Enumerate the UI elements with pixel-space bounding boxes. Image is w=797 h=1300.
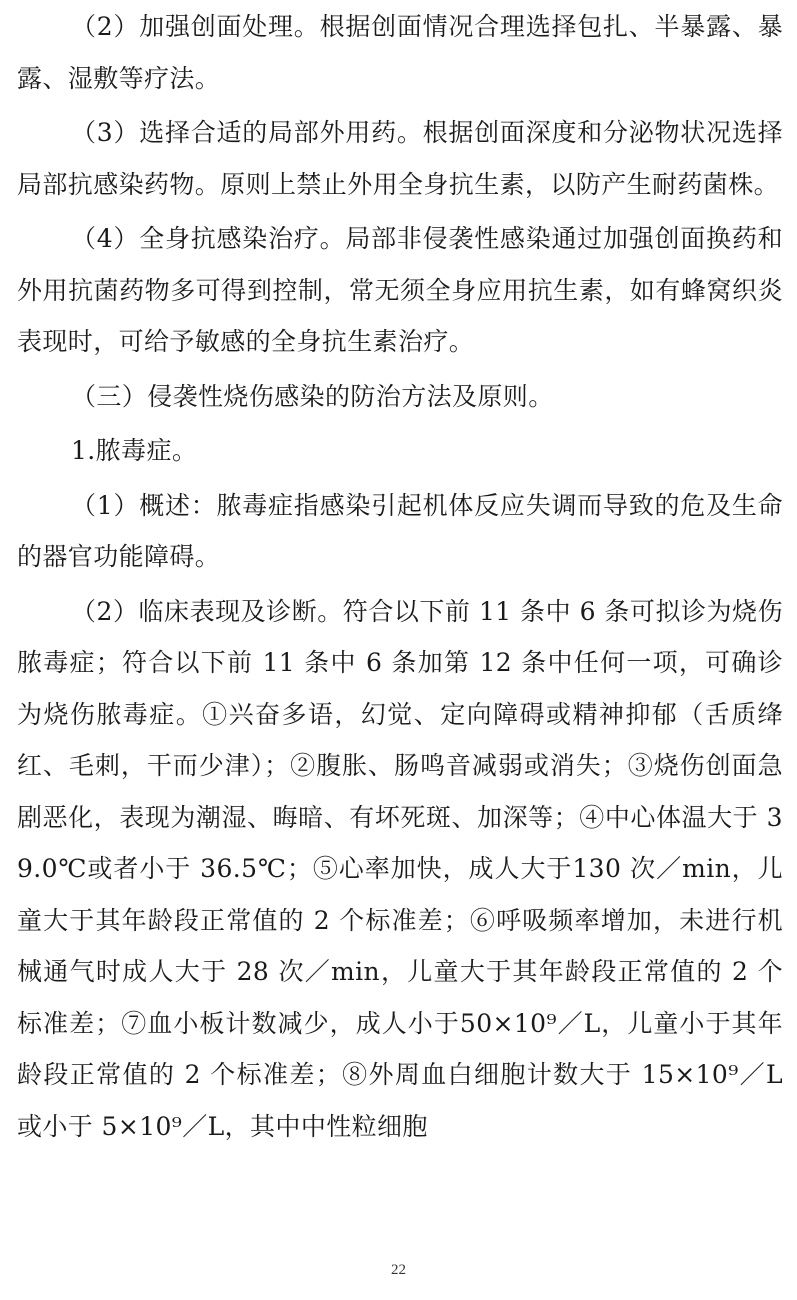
paragraph-topical-drugs: （3）选择合适的局部外用药。根据创面深度和分泌物状况选择局部抗感染药物。原则上禁止外用全身抗生素，以防产生耐药菌株。	[17, 118, 783, 199]
subheading-sepsis: 1.脓毒症。	[71, 436, 198, 465]
paragraph-wound-treatment: （2）加强创面处理。根据创面情况合理选择包扎、半暴露、暴露、湿敷等疗法。	[17, 12, 783, 93]
paragraph-sepsis-overview: （1）概述：脓毒症指感染引起机体反应失调而导致的危及生命的器官功能障碍。	[17, 490, 783, 571]
paragraph-sepsis-diagnosis: （2）临床表现及诊断。符合以下前 11 条中 6 条可拟诊为烧伤脓毒症；符合以下前 11 条中 6 条加第 12 条中任何一项，可确诊为烧伤脓毒症。①兴奋多语，幻觉、定向障碍或精神抑郁（舌质绛红、毛刺，干而少津）；②腹胀、肠鸣音减弱或消失；③烧伤创面急剧恶化，表现为潮湿、晦暗、有坏死斑、加深等；④中心体温大于 39.0℃或者小于 36.5℃；⑤心率加快，成人大于130 次／min，儿童大于其年龄段正常值的 2 个标准差；⑥呼吸频率增加，未进行机械通气时成人大于 28 次／min，儿童大于其年龄段正常值的 2 个标准差；⑦血小板计数减少，成人小于50×10⁹／L，儿童小于其年龄段正常值的 2 个标准差；⑧外周血白细胞计数大于 15×10⁹／L 或小于 5×10⁹／L，其中中性粒细胞	[17, 596, 783, 1141]
document-body	[17, 1, 783, 1152]
paragraph-systemic-therapy: （4）全身抗感染治疗。局部非侵袭性感染通过加强创面换药和外用抗菌药物多可得到控制，常无须全身应用抗生素，如有蜂窝织炎表现时，可给予敏感的全身抗生素治疗。	[17, 224, 783, 356]
section-heading-invasive-infection: （三）侵袭性烧伤感染的防治方法及原则。	[71, 381, 554, 411]
page-number: 22	[391, 1262, 406, 1278]
